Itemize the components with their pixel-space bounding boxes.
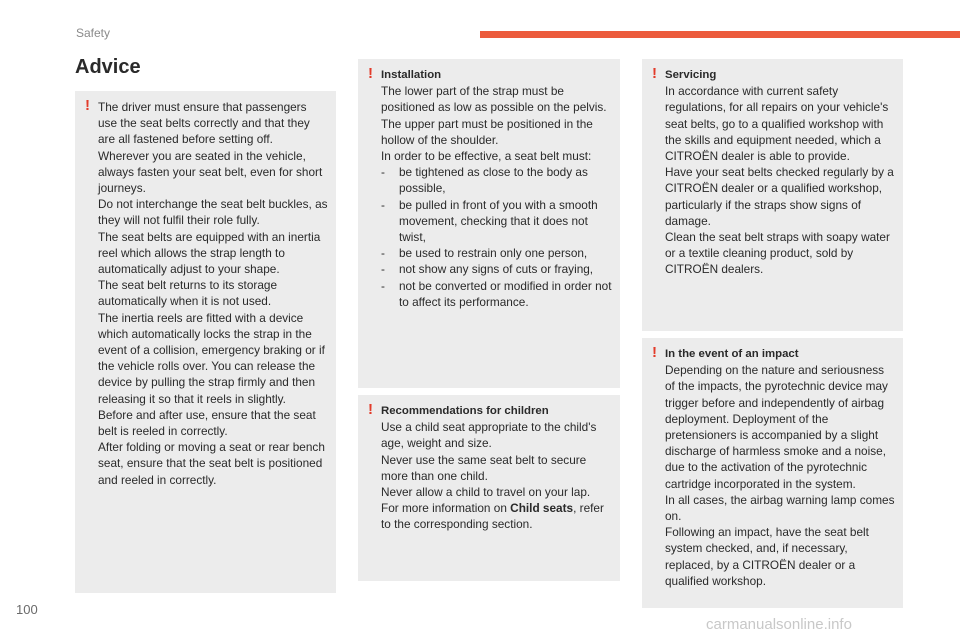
section-label: Safety [76, 26, 111, 40]
advice-text: After folding or moving a seat or rear bench seat, ensure that the seat belt is positioned and reeled in correctly. [98, 440, 325, 487]
advice-text: Before and after use, ensure that the seat belt is reeled in correctly. [98, 407, 316, 439]
header-accent-bar [480, 31, 960, 38]
installation-text: The upper part must be positioned in the hollow of the shoulder. [381, 116, 593, 147]
page-title: Advice [75, 56, 141, 78]
child-seats-reference: Child seats [510, 501, 574, 516]
children-info: For more information on Child seats, refer to the corresponding section. [381, 501, 604, 532]
servicing-text: In accordance with current safety regulations, for all repairs on your vehicle's seat belts, go to a qualified workshop with the skills and equipment needed, which a CITROËN dealer is able to provide. [665, 84, 889, 164]
impact-text: Depending on the nature and seriousness of the impacts, the pyrotechnic device may trigger before and independently of airbag deployment. Deployment of the pretensioners is accompanied by a slight discharge of harmless smoke and a noise, due to the activation of the pyrotechnic cartridge incorporated in the system. [665, 363, 888, 491]
advice-text: The seat belt returns to its storage automatically when it is not used. [98, 278, 278, 309]
list-item: - not be converted or modified in order not to affect its performance. [381, 278, 612, 309]
children-box [358, 395, 620, 581]
servicing-title: Servicing [665, 69, 717, 81]
impact-text: In all cases, the airbag warning lamp comes on. [665, 492, 895, 524]
warning-icon: ! [368, 65, 373, 82]
children-text: Never allow a child to travel on your lap. [381, 485, 591, 500]
advice-text: Wherever you are seated in the vehicle, always fasten your seat belt, even for short journeys. [98, 148, 323, 196]
list-item: - not show any signs of cuts or fraying, [381, 262, 594, 277]
watermark: carmanualsonline.info [706, 616, 852, 633]
list-item: - be used to restrain only one person, [381, 246, 588, 261]
impact-box [642, 338, 903, 608]
list-item: - be pulled in front of you with a smooth movement, checking that it does not twist, [381, 197, 598, 245]
page-number: 100 [16, 602, 38, 617]
impact-text: Following an impact, have the seat belt system checked, and, if necessary, replaced, by a CITROËN dealer or a qualified workshop. [665, 525, 869, 588]
servicing-box [642, 59, 903, 331]
advice-text: Do not interchange the seat belt buckles, as they will not fulfil their role fully. [98, 197, 328, 228]
advice-text: The inertia reels are fitted with a device which automatically locks the strap in the event of a collision, emergency braking or if the vehicle rolls over. You can release the device by pulling the strap firmly and then releasing it so that it reels in slightly. [98, 310, 325, 406]
advice-text: The seat belts are equipped with an inertia reel which allows the strap length to automatically adjust to your shape. [98, 229, 321, 277]
impact-title: In the event of an impact [665, 348, 799, 360]
installation-text: The lower part of the strap must be positioned as low as possible on the pelvis. [381, 84, 607, 115]
children-title: Recommendations for children [381, 405, 549, 417]
installation-box [358, 59, 620, 388]
installation-text: In order to be effective, a seat belt must: [381, 149, 592, 164]
servicing-text: Clean the seat belt straps with soapy water or a textile cleaning product, sold by CITROËN dealers. [665, 230, 890, 277]
list-item: - be tightened as close to the body as possible, [381, 165, 588, 196]
warning-icon: ! [368, 401, 373, 418]
warning-icon: ! [652, 344, 657, 361]
warning-icon: ! [85, 97, 90, 114]
servicing-text: Have your seat belts checked regularly by a CITROËN dealer or a qualified workshop, particularly if the straps show signs of damage. [665, 165, 894, 228]
children-text: Never use the same seat belt to secure more than one child. [381, 452, 587, 483]
installation-title: Installation [381, 69, 442, 81]
advice-text: The driver must ensure that passengers use the seat belts correctly and that they are all fastened before setting off. [98, 100, 310, 147]
children-text: Use a child seat appropriate to the child's age, weight and size. [381, 420, 597, 451]
advice-box [75, 91, 336, 593]
warning-icon: ! [652, 65, 657, 82]
